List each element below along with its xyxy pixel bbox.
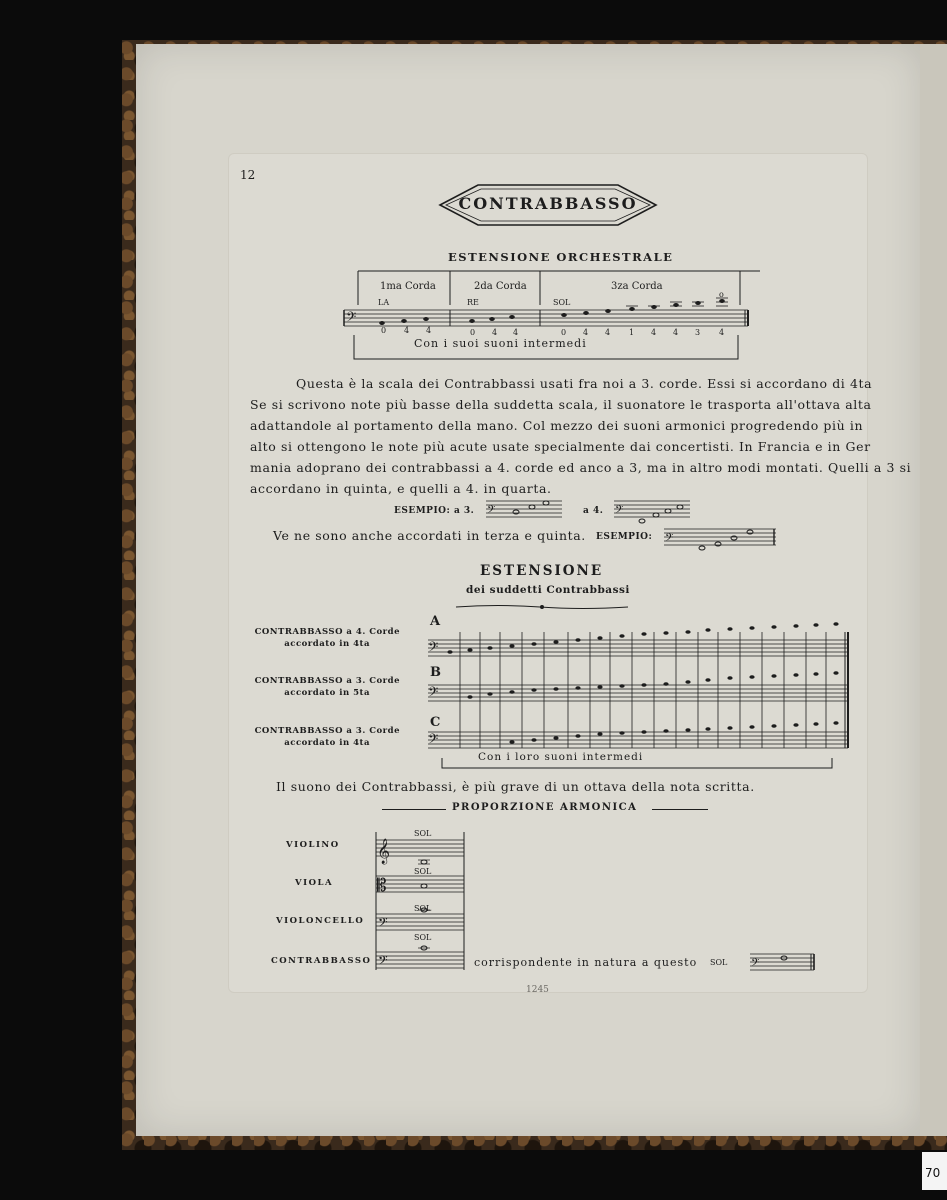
proportion-tail-note: SOL bbox=[710, 958, 728, 967]
row-c-letter: C bbox=[430, 715, 441, 730]
fingering-11: 4 bbox=[673, 328, 679, 337]
paragraph-line-3: adattandole al portamento della mano. Col mezzo dei suoni armonici progredendo più in bbox=[250, 418, 864, 433]
string-1-label: 1ma Corda bbox=[380, 281, 436, 292]
row-a-line1: CONTRABBASSO a 4. Corde bbox=[254, 627, 400, 637]
string-2-label: 2da Corda bbox=[474, 281, 527, 292]
title-cartouche bbox=[438, 182, 658, 228]
svg-text:o: o bbox=[719, 290, 724, 299]
row-a-line2: accordato in 4ta bbox=[284, 639, 370, 649]
proportion-heading: PROPORZIONE ARMONICA bbox=[452, 802, 638, 813]
example-staff-3 bbox=[484, 498, 564, 520]
svg-text:𝄞: 𝄞 bbox=[377, 839, 391, 864]
row-a-letter: A bbox=[430, 614, 441, 629]
svg-text:𝄡: 𝄡 bbox=[377, 876, 387, 896]
svg-text:𝄢: 𝄢 bbox=[751, 957, 760, 972]
fingering-13: 4 bbox=[719, 328, 725, 337]
fingering-9: 1 bbox=[629, 328, 635, 337]
thirds-line: Ve ne sono anche accordati in terza e quinta. bbox=[273, 528, 586, 543]
row-c-line2: accordato in 4ta bbox=[284, 738, 370, 748]
example-label-3: ESEMPIO: a 3. bbox=[394, 506, 475, 516]
thirds-example-staff bbox=[662, 526, 778, 552]
note-sol-violoncello: SOL bbox=[414, 904, 432, 913]
extension2-subheading: dei suddetti Contrabbassi bbox=[466, 584, 630, 596]
plate-number: 1245 bbox=[526, 985, 549, 995]
svg-text:𝄢: 𝄢 bbox=[378, 953, 388, 971]
svg-text:𝄢: 𝄢 bbox=[665, 532, 674, 547]
thirds-example-label: ESEMPIO: bbox=[596, 532, 653, 542]
tail-staff bbox=[748, 952, 816, 972]
example-label-4: a 4. bbox=[583, 506, 604, 516]
svg-text:𝄢: 𝄢 bbox=[378, 915, 388, 933]
svg-text:𝄢: 𝄢 bbox=[428, 684, 439, 703]
svg-text:𝄢: 𝄢 bbox=[487, 504, 496, 519]
string-1-note: LA bbox=[378, 298, 390, 307]
instrument-contrabbasso: CONTRABBASSO bbox=[271, 956, 372, 966]
string-3-note: SOL bbox=[553, 298, 571, 307]
fingering-8: 4 bbox=[605, 328, 611, 337]
proportion-rule-left bbox=[382, 809, 446, 810]
fingering-5: 4 bbox=[513, 328, 519, 337]
svg-text:𝄢: 𝄢 bbox=[428, 731, 439, 750]
proportion-rule-right bbox=[652, 809, 708, 810]
row-b-line1: CONTRABBASSO a 3. Corde bbox=[254, 676, 400, 686]
corner-tab bbox=[922, 1152, 947, 1190]
ornament-divider bbox=[454, 602, 630, 612]
proportion-staves bbox=[372, 830, 472, 972]
paragraph-line-6: accordano in quinta, e quelli a 4. in quarta. bbox=[250, 481, 552, 496]
page-number: 12 bbox=[240, 168, 256, 182]
fingering-10: 4 bbox=[651, 328, 657, 337]
fingering-2: 4 bbox=[426, 326, 432, 335]
row-b-line2: accordato in 5ta bbox=[284, 688, 370, 698]
svg-text:𝄢: 𝄢 bbox=[615, 504, 624, 519]
note-sol-viola: SOL bbox=[414, 867, 432, 876]
instrument-violino: VIOLINO bbox=[286, 840, 340, 850]
fingering-0: 0 bbox=[381, 326, 387, 335]
paragraph-line-4: alto si ottengono le note più acute usate specialmente dai concertisti. In Francia e in Ger bbox=[250, 439, 871, 454]
paragraph-line-5: mania adoprano dei contrabbassi a 4. corde ed anco a 3, ma in altro modi montati. Quelli a 3 si bbox=[250, 460, 912, 475]
fingering-7: 4 bbox=[583, 328, 589, 337]
fingering-6: 0 bbox=[561, 328, 567, 337]
extension-heading: ESTENSIONE ORCHESTRALE bbox=[448, 250, 674, 264]
corner-mark: 70 bbox=[925, 1166, 941, 1180]
row-c-line1: CONTRABBASSO a 3. Corde bbox=[254, 726, 400, 736]
fingering-1: 4 bbox=[404, 326, 410, 335]
string-3-label: 3za Corda bbox=[611, 281, 663, 292]
svg-text:𝄢: 𝄢 bbox=[346, 309, 357, 328]
example-staff-4 bbox=[612, 498, 692, 524]
fingering-4: 4 bbox=[492, 328, 498, 337]
fingering-3: 0 bbox=[470, 328, 476, 337]
fingering-12: 3 bbox=[695, 328, 701, 337]
sound-line: Il suono dei Contrabbassi, è più grave di un ottava della nota scritta. bbox=[276, 779, 755, 794]
proportion-tail: corrispondente in natura a questo bbox=[474, 956, 698, 969]
paragraph-line-2: Se si scrivono note più basse della suddetta scala, il suonatore le trasporta all'ottava alta bbox=[250, 397, 872, 412]
extension2-caption: Con i loro suoni intermedi bbox=[478, 751, 644, 763]
paragraph-line-1: Questa è la scala dei Contrabbassi usati fra noi a 3. corde. Essi si accordano di 4ta bbox=[296, 376, 873, 391]
extension2-heading: ESTENSIONE bbox=[480, 563, 604, 579]
instrument-viola: VIOLA bbox=[295, 878, 334, 888]
note-sol-contrabbasso: SOL bbox=[414, 933, 432, 942]
extension-caption: Con i suoi suoni intermedi bbox=[414, 337, 587, 350]
svg-text:𝄢: 𝄢 bbox=[428, 639, 439, 658]
string-2-note: RE bbox=[467, 298, 479, 307]
page-edge bbox=[920, 44, 947, 1136]
instrument-violoncello: VIOLONCELLO bbox=[276, 916, 365, 926]
range-grid-staves bbox=[412, 618, 852, 772]
row-b-letter: B bbox=[430, 665, 441, 680]
note-sol-violino: SOL bbox=[414, 829, 432, 838]
page-title: CONTRABBASSO bbox=[458, 194, 638, 213]
